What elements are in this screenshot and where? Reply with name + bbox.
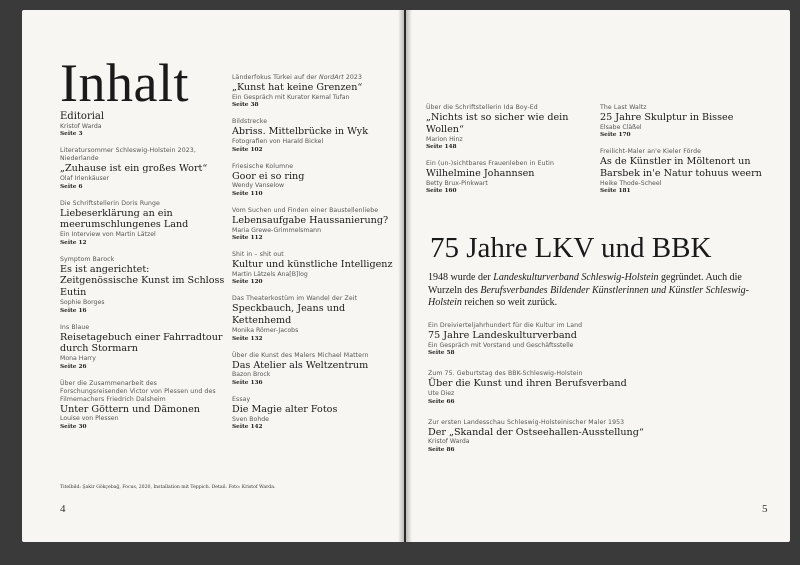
page-heading: Inhalt — [60, 53, 189, 113]
toc-page: Seite 170 — [600, 132, 631, 139]
toc-author: Maria Grewe-Grimmelsmann — [232, 226, 322, 234]
toc-title: Reisetagebuch einer Fahrradtour durch Stormarn — [60, 331, 223, 355]
toc-kicker: Zum 75. Geburtstag des BBK-Schleswig-Holstein — [428, 370, 583, 378]
toc-page: Seite 12 — [60, 239, 87, 246]
toc-author: Bazon Brock — [232, 371, 271, 379]
toc-entry[interactable] — [232, 74, 394, 109]
toc-title: Lebensaufgabe Haussanierung? — [232, 214, 389, 226]
toc-entry[interactable] — [426, 160, 601, 195]
toc-entry[interactable] — [232, 396, 394, 431]
toc-entry[interactable] — [232, 118, 394, 153]
toc-page: Seite 160 — [426, 188, 457, 195]
toc-title: Es ist angerichtet: Zeitgenössische Kunst im Schloss Eutin — [60, 263, 225, 299]
toc-page: Seite 181 — [600, 188, 631, 195]
toc-kicker: Symptom Barock — [60, 255, 115, 263]
toc-title: „Zuhause ist ein großes Wort“ — [60, 163, 208, 175]
toc-entry[interactable] — [60, 256, 225, 315]
toc-entry[interactable] — [60, 111, 225, 138]
toc-page: Seite 66 — [428, 398, 455, 405]
toc-page: Seite 132 — [232, 335, 263, 342]
cover-credit: Titelbild: Şakir Gökçebağ, Focus, 2020, Installation mit Teppich. Detail. Foto: Kristof Warda. — [60, 485, 276, 490]
toc-author: Wendy Vanselow — [232, 182, 285, 190]
intro-text: reichen so weit zurück. — [461, 297, 558, 309]
toc-entry[interactable] — [600, 104, 780, 139]
toc-kicker: Essay — [232, 395, 251, 403]
toc-author: Louise von Plessen — [60, 415, 119, 423]
toc-entry[interactable] — [60, 147, 225, 190]
toc-title: Unter Göttern und Dämonen — [60, 403, 200, 415]
toc-page: Seite 16 — [60, 307, 87, 314]
kicker-prefix: Länderfokus Türkei auf der — [232, 74, 319, 81]
toc-column-2 — [232, 74, 394, 440]
toc-page: Seite 148 — [426, 144, 457, 151]
toc-title: Abriss. Mittelbrücke in Wyk — [232, 126, 369, 138]
toc-author: Ein Gespräch mit Vorstand und Geschäftsstelle — [428, 341, 574, 349]
toc-entry[interactable] — [60, 380, 225, 431]
toc-entry[interactable] — [426, 104, 601, 151]
toc-page: Seite 120 — [232, 279, 263, 286]
toc-page: Seite 6 — [60, 183, 83, 190]
toc-title: Das Atelier als Weltzentrum — [232, 359, 369, 371]
toc-column-3 — [426, 104, 601, 204]
intro-emphasis: Landeskulturverband Schleswig-Holstein — [493, 272, 659, 283]
toc-entry[interactable] — [232, 251, 394, 286]
toc-author: Kristof Warda — [428, 438, 470, 446]
toc-kicker: Literatursommer Schleswig-Holstein 2023, Niederlande — [60, 147, 196, 163]
toc-author: Heike Thode-Scheel — [600, 179, 662, 187]
toc-column-1 — [60, 111, 225, 440]
toc-title: 75 Jahre Landeskulturverband — [428, 330, 577, 341]
toc-title: Kultur und künstliche Intelligenz — [232, 259, 393, 271]
kicker-italic: NordArt — [318, 74, 344, 81]
toc-title: 25 Jahre Skulptur in Bissee — [600, 112, 734, 123]
toc-author: Olaf Irlenkäuser — [60, 175, 110, 183]
toc-title: As de Künstler in Möltenort un Barsbek in'e Natur tohuus weern — [600, 156, 762, 180]
toc-entry[interactable] — [60, 324, 225, 371]
toc-kicker: Vom Suchen und Finden einer Baustellenliebe — [232, 206, 379, 214]
toc-author: Ute Diez — [428, 390, 455, 398]
toc-kicker: Die Schriftstellerin Doris Runge — [60, 199, 160, 207]
toc-author: Elsabe Cläßel — [600, 123, 642, 131]
toc-kicker — [232, 74, 394, 82]
toc-kicker: Zur ersten Landesschau Schleswig-Holsteinischer Maler 1953 — [428, 418, 625, 426]
toc-entry[interactable] — [60, 200, 225, 247]
toc-page: Seite 30 — [60, 423, 87, 430]
toc-author: Betty Brux-Pinkwart — [426, 179, 488, 187]
toc-author: Ein Gespräch mit Kurator Kemal Tufan — [232, 93, 350, 101]
toc-author: Marion Hinz — [426, 135, 463, 143]
toc-author: Monika Römer-Jacobs — [232, 327, 299, 335]
intro-emphasis: Berufsverbandes Bildender Künstlerinnen und Künstler Schleswig-Holstein — [428, 284, 749, 309]
section-title: 75 Jahre LKV und BBK — [430, 232, 712, 264]
toc-author: Fotografien von Harald Bickel — [232, 138, 324, 146]
toc-entry[interactable] — [232, 163, 394, 198]
toc-title: Der „Skandal der Ostseehallen-Ausstellung“ — [428, 426, 644, 438]
toc-page: Seite 3 — [60, 131, 83, 138]
section-entries — [428, 322, 768, 463]
toc-page: Seite 112 — [232, 235, 263, 242]
toc-kicker: Über die Zusammenarbeit des Forschungsreisenden Victor von Plessen und des Filmemachers Friedrich Dalsheim — [60, 379, 216, 403]
toc-page: Seite 110 — [232, 190, 263, 197]
toc-kicker: Ein Dreivierteljahrhundert für die Kultur im Land — [428, 322, 583, 329]
toc-entry[interactable] — [232, 295, 394, 342]
toc-title: Die Magie alter Fotos — [232, 403, 338, 415]
toc-title: Über die Kunst und ihren Berufsverband — [428, 378, 627, 390]
toc-entry[interactable] — [428, 322, 768, 357]
toc-title: Wilhelmine Johannsen — [426, 168, 535, 180]
section-intro — [428, 272, 774, 310]
toc-author: Kristof Warda — [60, 122, 102, 130]
toc-kicker: Friesische Kolumne — [232, 162, 294, 170]
toc-author: Sven Bohde — [232, 415, 269, 423]
toc-kicker: The Last Waltz — [600, 104, 647, 111]
kicker-suffix: 2023 — [343, 74, 362, 81]
toc-kicker: Shit in – shit out — [232, 251, 284, 259]
page-number-right: 5 — [762, 503, 768, 515]
toc-page: Seite 26 — [60, 363, 87, 370]
toc-page: Seite 58 — [428, 350, 455, 357]
toc-entry[interactable] — [232, 207, 394, 242]
toc-title: Editorial — [60, 111, 105, 122]
toc-kicker: Über die Kunst des Malers Michael Mattern — [232, 351, 369, 359]
toc-kicker: Ein (un-)sichtbares Frauenleben in Eutin — [426, 160, 554, 168]
toc-column-4 — [600, 104, 780, 204]
toc-page: Seite 136 — [232, 379, 263, 386]
toc-author: Ein Interview von Martin Lätzel — [60, 231, 156, 239]
right-page — [406, 10, 790, 542]
intro-text: gegründet. Auch die Wurzeln des — [428, 272, 742, 296]
toc-entry[interactable] — [232, 352, 394, 387]
toc-kicker: Über die Schriftstellerin Ida Boy-Ed — [426, 104, 538, 111]
toc-entry[interactable] — [428, 419, 768, 454]
toc-title: „Kunst hat keine Grenzen“ — [232, 82, 363, 93]
toc-page: Seite 102 — [232, 146, 263, 153]
toc-title: „Nichts ist so sicher wie dein Wollen“ — [426, 112, 569, 135]
toc-kicker: Das Theaterkostüm im Wandel der Zeit — [232, 295, 358, 303]
toc-title: Goor ei so ring — [232, 170, 305, 182]
intro-text: 1948 wurde der — [428, 272, 494, 283]
toc-title: Liebeserklärung an ein meerumschlungenes Land — [60, 207, 189, 231]
toc-page: Seite 38 — [232, 102, 259, 109]
toc-author: Sophie Borges — [60, 299, 105, 307]
toc-page: Seite 86 — [428, 446, 455, 453]
toc-kicker: Freilicht-Maler an'e Kieler Förde — [600, 148, 702, 156]
toc-title: Speckbauch, Jeans und Kettenhemd — [232, 303, 346, 327]
page-number-left: 4 — [60, 503, 66, 515]
toc-author: Mona Harry — [60, 355, 96, 363]
left-page — [22, 10, 404, 542]
toc-page: Seite 142 — [232, 424, 263, 431]
toc-entry[interactable] — [428, 370, 768, 405]
toc-author: Martin Lätzels Ana[B]log — [232, 270, 308, 278]
toc-kicker: Bildstrecke — [232, 118, 268, 126]
toc-entry[interactable] — [600, 148, 780, 195]
toc-kicker: Ins Blaue — [60, 323, 90, 331]
